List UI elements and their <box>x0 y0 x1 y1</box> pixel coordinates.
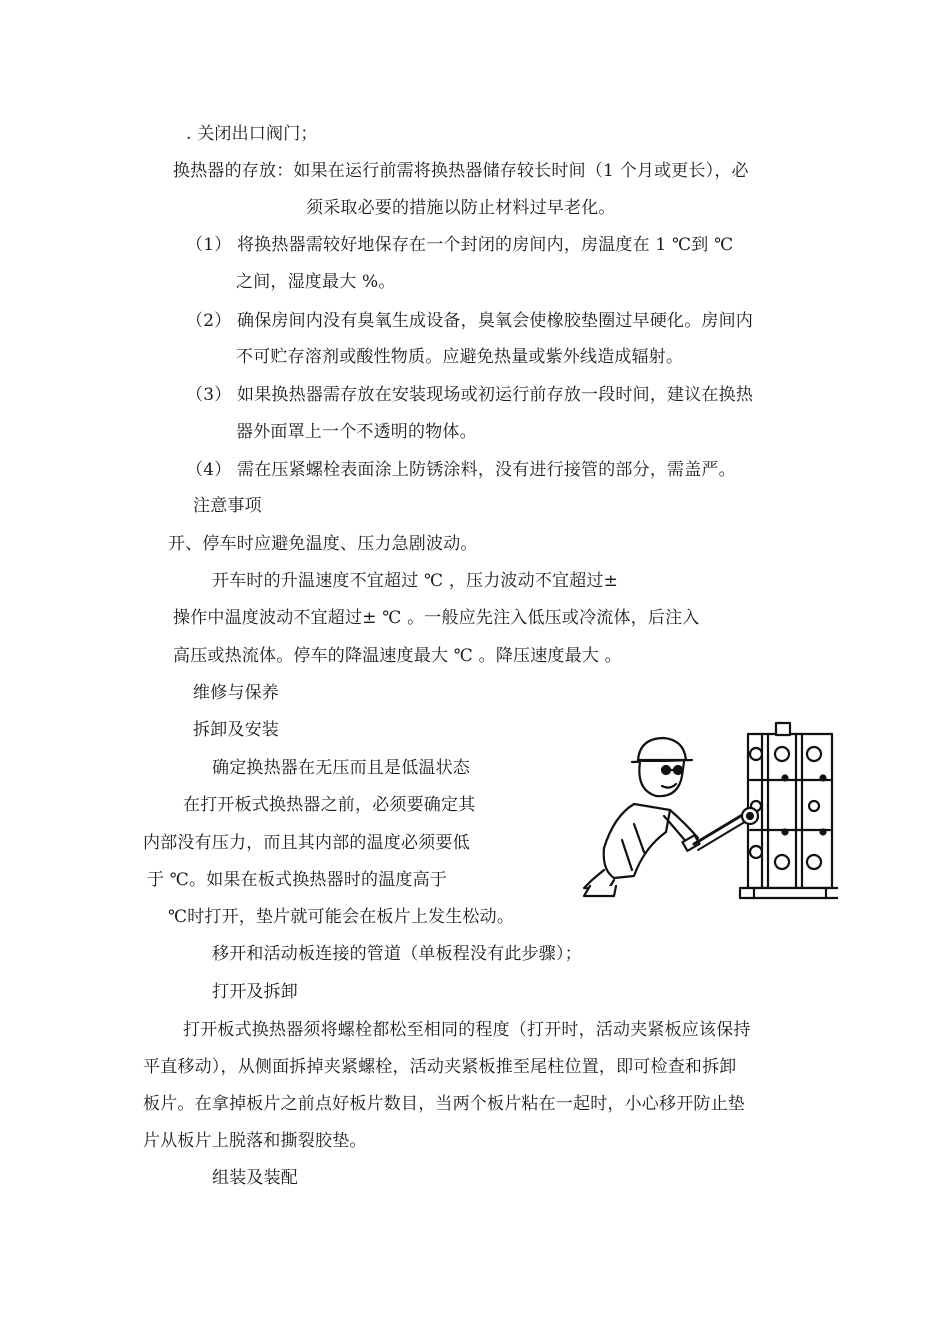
text-line-gasket-loosen: ℃时打开，垫片就可能会在板片上发生松动。 <box>168 907 515 927</box>
text-line-item-1: （1） 将换热器需较好地保存在一个封闭的房间内，房温度在 1 ℃到 ℃ <box>186 235 734 255</box>
text-line-before-opening: 在打开板式换热器之前，必须要确定其 <box>183 795 476 815</box>
text-line-item-3: （3） 如果换热器需存放在安装现场或初运行前存放一段时间，建议在换热 <box>186 385 754 405</box>
text-line-close-outlet-valve: . 关闭出口阀门； <box>186 124 318 144</box>
text-line-item-1-continued: 之间，湿度最大 %。 <box>236 272 396 292</box>
text-line-confirm-depressurized: 确定换热器在无压而且是低温状态 <box>212 758 470 778</box>
text-line-storage-heading: 换热器的存放：如果在运行前需将换热器储存较长时间（1 个月或更长），必 <box>173 161 749 181</box>
text-line-shutdown-rate: 高压或热流体。停车的降温速度最大 ℃ 。降压速度最大 。 <box>173 646 622 666</box>
text-line-temperature-below: 于 ℃。如果在板式换热器时的温度高于 <box>147 870 448 890</box>
section-heading-maintenance: 维修与保养 <box>193 683 279 703</box>
text-line-operation-fluctuation: 操作中温度波动不宜超过± ℃ 。一般应先注入低压或冷流体，后注入 <box>173 608 700 628</box>
worker-tightening-heat-exchanger-bolts-illustration <box>574 720 838 902</box>
text-line-no-pressure: 内部没有压力，而且其内部的温度必须要低 <box>143 833 470 853</box>
section-heading-assembly: 组装及装配 <box>212 1168 298 1188</box>
text-line-open-procedure-4: 片从板片上脱落和撕裂胶垫。 <box>143 1131 367 1151</box>
section-heading-disassembly-installation: 拆卸及安装 <box>193 720 279 740</box>
text-line-start-stop: 开、停车时应避免温度、压力急剧波动。 <box>168 534 478 554</box>
text-line-heating-rate: 开车时的升温速度不宜超过 ℃ ，压力波动不宜超过± <box>212 571 619 591</box>
text-line-open-procedure-1: 打开板式换热器须将螺栓都松至相同的程度（打开时，活动夹紧板应该保持 <box>183 1020 751 1040</box>
text-line-item-2: （2） 确保房间内没有臭氧生成设备，臭氧会使橡胶垫圈过早硬化。房间内 <box>186 311 754 331</box>
worker-figure <box>584 738 758 896</box>
text-line-item-4: （4） 需在压紧螺栓表面涂上防锈涂料，没有进行接管的部分，需盖严。 <box>186 460 736 480</box>
text-line-item-3-continued: 器外面罩上一个不透明的物体。 <box>236 422 477 442</box>
text-line-open-procedure-2: 平直移动），从侧面拆掉夹紧螺栓，活动夹紧板推至尾柱位置，即可检查和拆卸 <box>143 1057 737 1077</box>
text-line-open-procedure-3: 板片。在拿掉板片之前点好板片数目，当两个板片粘在一起时，小心移开防止垫 <box>143 1094 745 1114</box>
section-heading-precautions: 注意事项 <box>193 496 262 516</box>
text-line-storage-continued: 须采取必要的措施以防止材料过早老化。 <box>306 198 616 218</box>
text-line-item-2-continued: 不可贮存溶剂或酸性物质。应避免热量或紫外线造成辐射。 <box>236 347 684 367</box>
section-heading-open-disassemble: 打开及拆卸 <box>212 982 298 1002</box>
text-line-remove-piping: 移开和活动板连接的管道（单板程没有此步骤）； <box>212 944 582 964</box>
